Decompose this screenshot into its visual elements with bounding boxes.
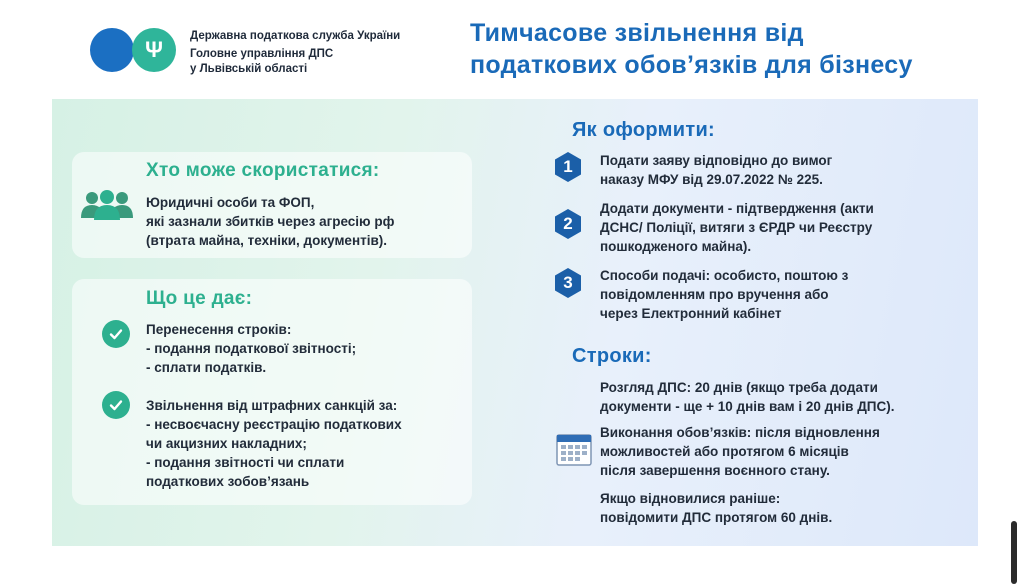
terms-p3-line-2: повідомити ДПС протягом 60 днів. (600, 510, 833, 525)
step-number-2 (554, 208, 582, 240)
step-2-line-3: пошкодженого майна). (600, 239, 752, 254)
what-item2-line-2: - несвоєчасну реєстрацію податкових (146, 417, 402, 432)
step-3-line-2: повідомленням про вручення або (600, 287, 829, 302)
step-number-3 (554, 267, 582, 299)
what-item2-line-4: - подання звітності чи сплати (146, 455, 345, 470)
check-icon (102, 391, 130, 419)
scrollbar[interactable] (1011, 521, 1017, 584)
trident-icon: Ψ (145, 37, 163, 62)
step-number-1 (554, 151, 582, 183)
step-number-2-label: 2 (563, 214, 573, 233)
terms-p1-line-2: документи - ще + 10 днів вам і 20 днів ДПС). (600, 399, 895, 414)
what-item2-line-5: податкових зобов’язань (146, 474, 310, 489)
step-3-line-3: через Електронний кабінет (600, 306, 782, 321)
what-item1-line-2: - подання податкової звітності; (146, 341, 357, 356)
terms-p3-line-1: Якщо відновилися раніше: (600, 491, 781, 506)
who-text-2: які зазнали збитків через агресію рф (146, 214, 395, 229)
terms-p2-line-3: після завершення воєнного стану. (600, 463, 830, 478)
what-item1-line-1: Перенесення строків: (146, 322, 292, 337)
terms-p2-line-1: Виконання обов’язків: після відновлення (600, 425, 880, 440)
title-line-2: податкових обов’язків для бізнесу (470, 51, 913, 79)
what-item2-line-1: Звільнення від штрафних санкцій за: (146, 398, 398, 413)
org-line-3: у Львівській області (190, 63, 308, 75)
check-icon (102, 320, 130, 348)
what-item2-line-3: чи акцизних накладних; (146, 436, 307, 451)
step-2-line-1: Додати документи - підтвердження (акти (600, 201, 874, 216)
people-icon (80, 186, 134, 222)
calendar-icon (556, 432, 592, 466)
step-number-1-label: 1 (563, 157, 573, 176)
title-line-1: Тимчасове звільнення від (470, 19, 804, 47)
step-1-line-1: Подати заяву відповідно до вимог (600, 153, 833, 168)
step-2-line-2: ДСНС/ Поліції, витяги з ЄРДР чи Реєстру (600, 220, 873, 235)
org-line-2: Головне управління ДПС (190, 48, 334, 60)
who-heading: Хто може скористатися: (146, 160, 380, 181)
step-3-line-1: Способи подачі: особисто, поштою з (600, 268, 849, 283)
how-heading: Як оформити: (572, 119, 716, 141)
logo-circle-blue (90, 28, 134, 72)
what-heading: Що це дає: (146, 288, 253, 309)
step-1-line-2: наказу МФУ від 29.07.2022 № 225. (600, 172, 823, 187)
dps-logo (90, 28, 180, 74)
org-line-1: Державна податкова служба України (190, 30, 401, 42)
terms-heading: Строки: (572, 345, 652, 367)
terms-p1-line-1: Розгляд ДПС: 20 днів (якщо треба додати (600, 380, 878, 395)
who-text-1: Юридичні особи та ФОП, (146, 195, 315, 210)
organization-name (190, 29, 400, 77)
who-text-3: (втрата майна, техніки, документів). (146, 233, 388, 248)
page-title (470, 17, 1010, 81)
step-number-3-label: 3 (563, 273, 573, 292)
what-item1-line-3: - сплати податків. (146, 360, 267, 375)
logo-circle-green (132, 28, 176, 72)
terms-p2-line-2: можливостей або протягом 6 місяців (600, 444, 849, 459)
